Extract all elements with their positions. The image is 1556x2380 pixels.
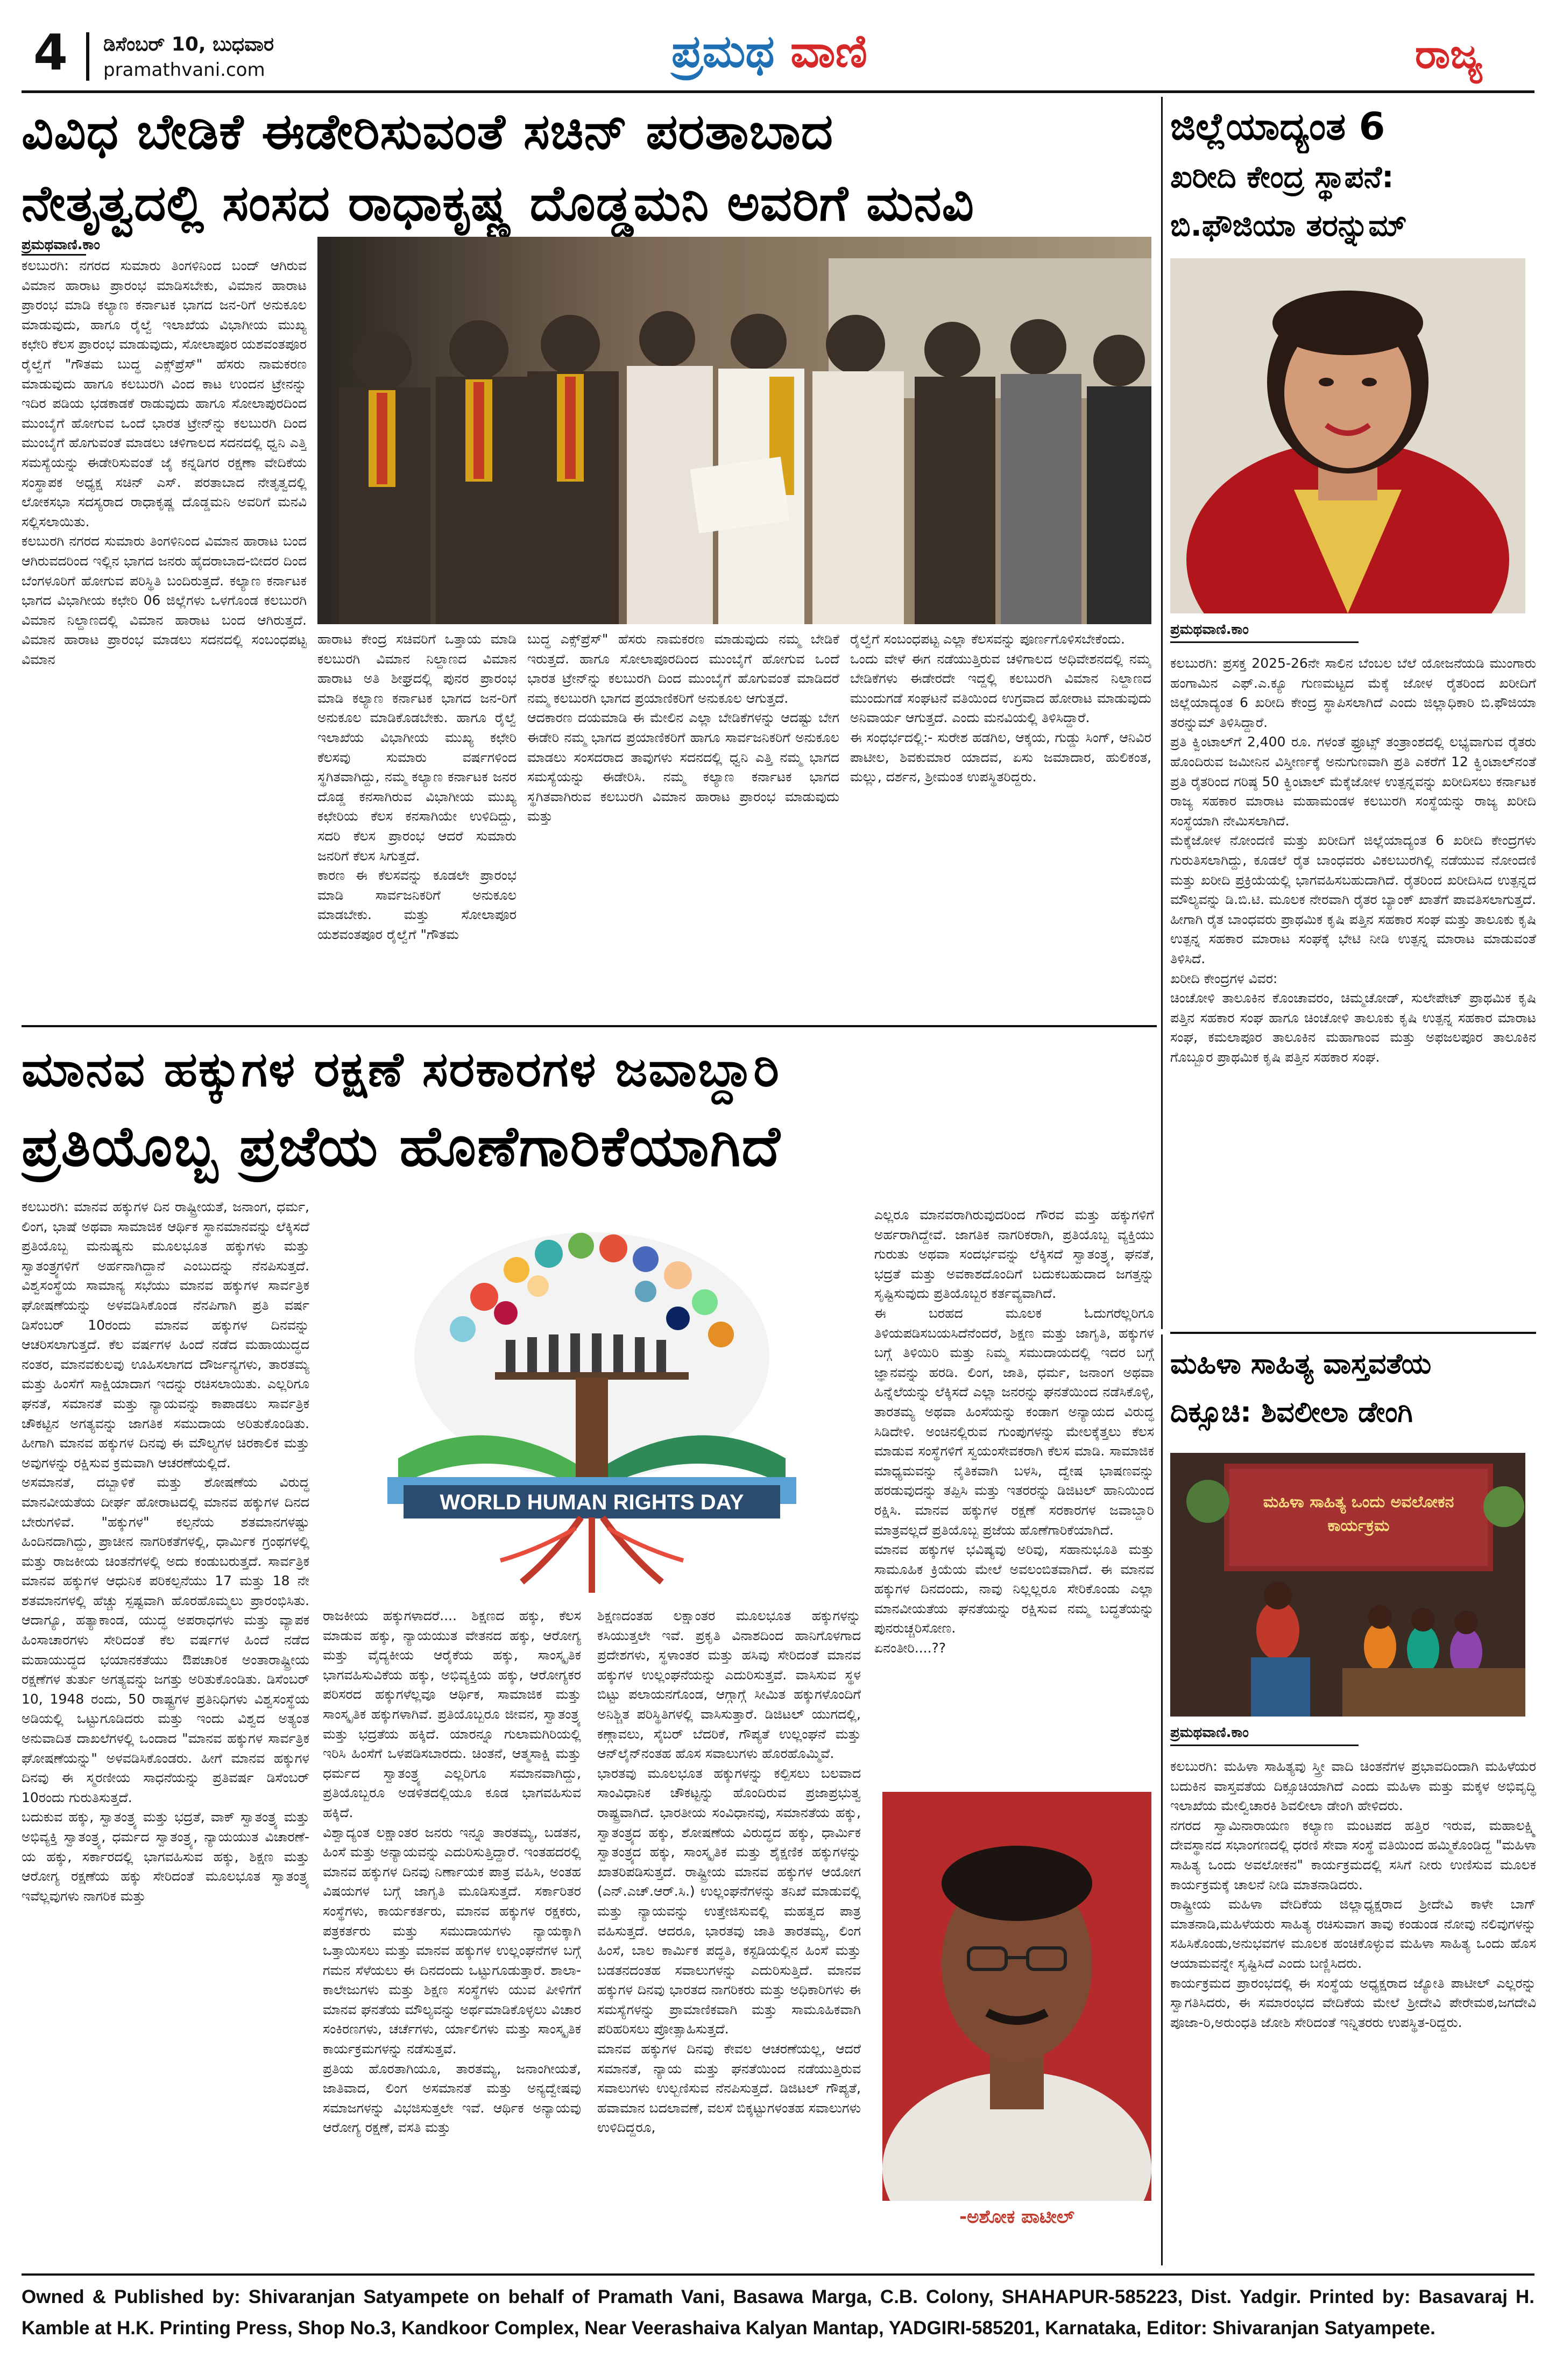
story-4-byline: ಪ್ರಮಥವಾಣಿ.ಕಾಂ — [1170, 1725, 1249, 1741]
literature-event-photo — [1170, 1453, 1525, 1717]
story-4-headline-line-1: ಮಹಿಳಾ ಸಾಹಿತ್ಯ ವಾಸ್ತವತೆಯ — [1170, 1348, 1432, 1380]
right-column-divider — [1161, 97, 1163, 1329]
right-column-divider-lower — [1161, 1334, 1163, 2265]
masthead-rule — [22, 90, 1534, 93]
author-caption: -ಅಶೋಕ ಪಾಟೀಲ್ — [959, 2206, 1074, 2228]
page-number: 4 — [33, 24, 68, 81]
story-3-headline — [22, 1033, 1157, 1195]
story-4-headline-line-2: ದಿಕ್ಸೂಚಿ: ಶಿವಲೀಲಾ ಡೇಂಗಿ — [1170, 1396, 1413, 1429]
story-1-column-2: ಹಾರಾಟ ಕೇಂದ್ರ ಸಚಿವರಿಗೆ ಒತ್ತಾಯ ಮಾಡಿ ಕಲಬುರಗಿ ವಿಮಾನ ನಿಲ್ದಾಣದ ವಿಮಾನ ಹಾರಾಟ ಅತಿ ಶೀಘ್ರದಲ್ಲಿ ಪುನರ ಪ್ರಾರಂಭ ಮಾಡಿ ಕಲ್ಯಾಣ ಕರ್ನಾಟಕ ಭಾಗದ ಜನ-ರಿಗೆ ಅನುಕೂಲ ಮಾಡಿಕೊಡಬೇಕು. ಹಾಗೂ ರೈಲ್ವೆ ಇಲಾಖೆಯ ವಿಭಾಗೀಯ ಮುಖ್ಯ ಕಛೇರಿ ಕೆಲಸವು ಸುಮಾರು ವರ್ಷಗಳಿಂದ ಸ್ಥಗಿತವಾಗಿದ್ದು, ನಮ್ಮ ಕಲ್ಯಾಣ ಕರ್ನಾಟಕ ಜನರ ದೊಡ್ಡ ಕನಸಾಗಿರುವ ವಿಭಾಗೀಯ ಮುಖ್ಯ ಕಛೇರಿಯ ಕೆಲಸ ಕನಸಾಗಿಯೇ ಉಳಿದಿದ್ದು, ಸದರಿ ಕೆಲಸ ಪ್ರಾರಂಭ ಆದರೆ ಸುಮಾರು ಜನರಿಗೆ ಕೆಲಸ ಸಿಗುತ್ತದೆ. ಕಾರಣ ಈ ಕೆಲಸವನ್ನು ಕೂಡಲೇ ಪ್ರಾರಂಭ ಮಾಡಿ ಸಾರ್ವಜನಿಕರಿಗೆ ಅನುಕೂಲ ಮಾಡಬೇಕು. ಮತ್ತು ಸೋಲಾಪೂರ ಯಶವಂತಪೂರ ರೈಲ್ವೆಗೆ "ಗೌತಮ — [317, 631, 517, 942]
story-2-body: ಕಲಬುರಗಿ: ಪ್ರಸಕ್ತ 2025-26ನೇ ಸಾಲಿನ ಬೆಂಬಲ ಬೆಲೆ ಯೋಜನೆಯಡಿ ಮುಂಗಾರು ಹಂಗಾಮಿನ ಎಫ್.ಎ.ಕ್ಯೂ ಗುಣಮಟ್ಟದ ಮೆಕ್ಕೆ ಜೋಳ ರೈತರಿಂದ ಖರೀದಿಗೆ ಜಿಲ್ಲೆಯಾದ್ಯಂತ 6 ಖರೀದಿ ಕೇಂದ್ರ ಸ್ಥಾಪಿಸಲಾಗಿದೆ ಎಂದು ಜಿಲ್ಲಾಧಿಕಾರಿ ಬಿ.ಫೌಜಿಯಾ ತರನ್ನುಮ್ ತಿಳಿಸಿದ್ದಾರೆ. ಪ್ರತಿ ಕ್ವಿಂಟಾಲ್‌ಗೆ 2,400 ರೂ. ಗಳಂತೆ ಫ್ರೂಟ್ಸ್ ತಂತ್ರಾಂಶದಲ್ಲಿ ಲಭ್ಯವಾಗುವ ರೈತರು ಹೊಂದಿರುವ ಜಮೀನಿನ ವಿಸ್ತೀರ್ಣಕ್ಕೆ ಅನುಗುಣವಾಗಿ ಪ್ರತಿ ಎಕರೆಗೆ 12 ಕ್ವಿಂಟಾಲ್‌ನಂತೆ ಪ್ರತಿ ರೈತರಿಂದ ಗರಿಷ್ಠ 50 ಕ್ವಿಂಟಾಲ್ ಮೆಕ್ಕೆಜೋಳ ಉತ್ಪನ್ನವನ್ನು ಖರೀದಿಸಲು ಕರ್ನಾಟಕ ರಾಜ್ಯ ಸಹಕಾರ ಮಾರಾಟ ಮಹಾಮಂಡಳ ಕಲಬುರಗಿ ಸಂಸ್ಥೆಯನ್ನು ರಾಜ್ಯ ಖರೀದಿ ಸಂಸ್ಥೆಯಾಗಿ ನೇಮಿಸಲಾಗಿದೆ. ಮೆಕ್ಕೆಜೋಳ ನೋಂದಣಿ ಮತ್ತು ಖರೀದಿಗೆ ಜಿಲ್ಲೆಯಾದ್ಯಂತ 6 ಖರೀದಿ ಕೇಂದ್ರಗಳು ಗುರುತಿಸಲಾಗಿದ್ದು, ಕೂಡಲೆ ರೈತ ಬಾಂಧವರು ವಿಕಲಬುರಗಿಲ್ಲಿ ನಡೆಯುವ ನೋಂದಣಿ ಮತ್ತು ಖರೀದಿ ಪ್ರಕ್ರಿಯೆಯಲ್ಲಿ ಭಾಗವಹಿಸಬಹುದಾಗಿದೆ. ರೈತರಿಂದ ಖರೀದಿಸಿದ ಉತ್ಪನ್ನದ ಮೌಲ್ಯವನ್ನು ಡಿ.ಬಿ.ಟಿ. ಮೂಲಕ ನೇರವಾಗಿ ರೈತರ ಬ್ಯಾಂಕ್ ಖಾತೆಗೆ ಪಾವತಿಸಲಾಗುತ್ತದೆ. ಹೀಗಾಗಿ ರೈತ ಬಾಂಧವರು ಪ್ರಾಥಮಿಕ ಕೃಷಿ ಪತ್ತಿನ ಸಹಕಾರ ಸಂಘ ಮತ್ತು ತಾಲೂಕು ಕೃಷಿ ಉತ್ಪನ್ನ ಸಹಕಾರ ಮಾರಾಟ ಸಂಘಕ್ಕೆ ಭೇಟಿ ನೀಡಿ ಉತ್ಪನ್ನ ಮಾರಾಟ ಮಾಡುವಂತೆ ತಿಳಿಸಿದೆ. ಖರೀದಿ ಕೇಂದ್ರಗಳ ವಿವರ: ಚಿಂಚೋಳಿ ತಾಲೂಕಿನ ಕೊಂಚಾವರಂ, ಚಿಮ್ಮಚೋಡ್, ಸುಲೇಪೇಟ್ ಪ್ರಾಥಮಿಕ ಕೃಷಿ ಪತ್ತಿನ ಸಹಕಾರ ಸಂಘ ಹಾಗೂ ಚಿಂಚೋಳಿ ತಾಲೂಕು ಕೃಷಿ ಉತ್ಪನ್ನ ಸಹಕಾರ ಮಾರಾಟ ಸಂಘ, ಕಮಲಾಪೂರ ತಾಲೂಕಿನ ಮಹಾಗಾಂವ ಮತ್ತು ಅಫಜಲಪೂರ ತಾಲೂಕಿನ ಗೊಬ್ಬೂರ ಪ್ರಾಥಮಿಕ ಕೃಷಿ ಪತ್ತಿನ ಸಹಕಾರ ಸಂಘ. — [1170, 655, 1536, 1065]
date-line: ಡಿಸೆಂಬರ್ 10, ಬುಧವಾರ — [103, 33, 274, 55]
story-2-headline-line-2: ಖರೀದಿ ಕೇಂದ್ರ ಸ್ಥಾಪನೆ: — [1170, 160, 1394, 195]
masthead — [0, 0, 1556, 94]
byline-underline — [22, 254, 86, 256]
story-2-byline: ಪ್ರಮಥವಾಣಿ.ಕಾಂ — [1170, 622, 1249, 638]
footer-imprint: Owned & Published by: Shivaranjan Satyampete on behalf of Pramath Vani, Basawa Marga, C.B. Colony, SHAHAPUR-585223, Dist. Yadgir. Printed by: Basavaraj H. Kamble at H.K. Printing Press, Shop No.3, Kandkoor Complex, Near Veerashaiva Kalyan Mantap, YADGIRI-585201, Karnataka, Editor: Shivaranjan Satyampete. — [22, 2286, 1534, 2339]
story-3-column-2: ರಾಜಕೀಯ ಹಕ್ಕುಗಳಾದರೆ.... ಶಿಕ್ಷಣದ ಹಕ್ಕು, ಕೆಲಸ ಮಾಡುವ ಹಕ್ಕು, ನ್ಯಾಯಯುತ ವೇತನದ ಹಕ್ಕು, ಆರೋಗ್ಯ ಮತ್ತು ವೈದ್ಯಕೀಯ ಆರೈಕೆಯ ಹಕ್ಕು, ಸಾಂಸ್ಕೃತಿಕ ಭಾಗವಹಿಸುವಿಕೆಯ ಹಕ್ಕು, ಅಭಿವ್ಯಕ್ತಿಯ ಹಕ್ಕು, ಆರೋಗ್ಯಕರ ಪರಿಸರದ ಹಕ್ಕುಗಳೆಲ್ಲವೂ ಆರ್ಥಿಕ, ಸಾಮಾಜಿಕ ಮತ್ತು ಸಾಂಸ್ಕೃತಿಕ ಹಕ್ಕುಗಳಾಗಿವೆ. ಪ್ರತಿಯೊಬ್ಬರೂ ಜೀವನ, ಸ್ವಾತಂತ್ರ್ಯ ಮತ್ತು ಭದ್ರತೆಯ ಹಕ್ಕಿದೆ. ಯಾರನ್ನೂ ಗುಲಾಮಗಿರಿಯಲ್ಲಿ ಇರಿಸಿ ಹಿಂಸೆಗೆ ಒಳಪಡಿಸಬಾರದು. ಚಿಂತನೆ, ಆತ್ಮಸಾಕ್ಷಿ ಮತ್ತು ಧರ್ಮದ ಸ್ವಾತಂತ್ರ್ಯ ಎಲ್ಲರಿಗೂ ಸಮಾನವಾಗಿದ್ದು, ಪ್ರತಿಯೊಬ್ಬರೂ ಅಡಳಿತದಲ್ಲಿಯೂ ಕೂಡ ಭಾಗವಹಿಸುವ ಹಕ್ಕಿದೆ. ವಿಶ್ವಾದ್ಯಂತ ಲಕ್ಷಾಂತರ ಜನರು ಇನ್ನೂ ತಾರತಮ್ಯ, ಬಡತನ, ಹಿಂಸೆ ಮತ್ತು ಅನ್ಯಾಯವನ್ನು ಎದುರಿಸುತ್ತಿದ್ದಾರೆ. ಇಂತಹದರಲ್ಲಿ ಮಾನವ ಹಕ್ಕುಗಳ ದಿನವು ನಿರ್ಣಾಯಕ ಪಾತ್ರ ವಹಿಸಿ, ಅಂತಹ ವಿಷಯಗಳ ಬಗ್ಗೆ ಜಾಗೃತಿ ಮೂಡಿಸುತ್ತದೆ. ಸರ್ಕಾರಿತರ ಸಂಸ್ಥೆಗಳು, ಕಾರ್ಯಕರ್ತರು, ಮಾನವ ಹಕ್ಕುಗಳ ರಕ್ಷಕರು, ಪತ್ರಕರ್ತರು ಮತ್ತು ಸಮುದಾಯಗಳು ನ್ಯಾಯಕ್ಕಾಗಿ ಒತ್ತಾಯಿಸಲು ಮತ್ತು ಮಾನವ ಹಕ್ಕುಗಳ ಉಲ್ಲಂಘನೆಗಳ ಬಗ್ಗೆ ಗಮನ ಸೆಳೆಯಲು ಈ ದಿನದಂದು ಒಟ್ಟುಗೂಡುತ್ತಾರೆ. ಶಾಲಾ-ಕಾಲೇಜುಗಳು ಮತ್ತು ಶಿಕ್ಷಣ ಸಂಸ್ಥೆಗಳು ಯುವ ಪೀಳಿಗೆಗೆ ಮಾನವ ಘನತೆಯ ಮೌಲ್ಯವನ್ನು ಅರ್ಥಮಾಡಿಕೊಳ್ಳಲು ವಿಚಾರ ಸಂಕಿರಣಗಳು, ಚರ್ಚೆಗಳು, ರ್ಯಾಲಿಗಳು ಮತ್ತು ಸಾಂಸ್ಕೃತಿಕ ಕಾರ್ಯಕ್ರಮಗಳನ್ನು ನಡೆಸುತ್ತವೆ. ಪ್ರತಿಯ ಹೊರತಾಗಿಯೂ, ತಾರತಮ್ಯ, ಜನಾಂಗೀಯತೆ, ಜಾತಿವಾದ, ಲಿಂಗ ಅಸಮಾನತೆ ಮತ್ತು ಅನ್ಯದ್ವೇಷವು ಸಮಾಜಗಳನ್ನು ವಿಭಜಿಸುತ್ತಲೇ ಇವೆ. ಆರ್ಥಿಕ ಅನ್ಯಾಯವು ಆರೋಗ್ಯ ರಕ್ಷಣೆ, ವಸತಿ ಮತ್ತು — [323, 1608, 581, 2136]
author-photo — [882, 1792, 1151, 2201]
footer-rule — [22, 2273, 1534, 2276]
story-3-headline-line-1: ಮಾನವ ಹಕ್ಕುಗಳ ರಕ್ಷಣೆ ಸರಕಾರಗಳ ಜವಾಬ್ದಾರಿ — [22, 1041, 780, 1098]
delegation-photo — [317, 237, 1151, 624]
story-4-body: ಕಲಬುರಗಿ: ಮಹಿಳಾ ಸಾಹಿತ್ಯವು ಸ್ತ್ರೀ ವಾದಿ ಚಿಂತನೆಗಳ ಪ್ರಭಾವದಿಂದಾಗಿ ಮಹಿಳೆಯರ ಬದುಕಿನ ವಾಸ್ತವತೆಯ ದಿಕ್ಸೂಚಿಯಾಗಿದೆ ಎಂದು ಮಹಿಳಾ ಮತ್ತು ಮಕ್ಕಳ ಅಭಿವೃದ್ಧಿ ಇಲಾಖೆಯ ಮೇಲ್ವಿಚಾರಕಿ ಶಿವಲೀಲಾ ಡೇಂಗಿ ಹೇಳಿದರು. ನಗರದ ಸ್ವಾಮಿನಾರಾಯಣ ಕಲ್ಯಾಣ ಮಂಟಪದ ಹತ್ತಿರ ಇರುವ, ಮಹಾಲಕ್ಷ್ಮಿ ದೇವಸ್ಥಾನದ ಸಭಾಂಗಣದಲ್ಲಿ ಧರಣಿ ಸೇವಾ ಸಂಸ್ಥೆ ವತಿಯಿಂದ ಹಮ್ಮಿಕೊಂಡಿದ್ದ "ಮಹಿಳಾ ಸಾಹಿತ್ಯ ಒಂದು ಅವಲೋಕನ" ಕಾರ್ಯಕ್ರಮದಲ್ಲಿ ಸಸಿಗೆ ನೀರು ಉಣಿಸುವ ಮೂಲಕ ಕಾರ್ಯಕ್ರಮಕ್ಕೆ ಚಾಲನೆ ನೀಡಿ ಮಾತನಾಡಿದರು. ರಾಷ್ಟ್ರೀಯ ಮಹಿಳಾ ವೇದಿಕೆಯ ಜಿಲ್ಲಾಧ್ಯಕ್ಷರಾದ ಶ್ರೀದೇವಿ ಕಾಳೇ ಬಾಗ್ ಮಾತನಾಡಿ,ಮಹಿಳೆಯರು ಸಾಹಿತ್ಯ ರಚಿಸುವಾಗ ತಾವು ಕಂಡುಂಡ ನೋವು ನಲಿವುಗಳನ್ನು ಸಹಿಸಿಕೊಂಡು,ಅನುಭವಗಳ ಮೂಲಕ ಹಂಚಿಕೊಳ್ಳುವ ಮಹಿಳಾ ಸಾಹಿತ್ಯ ಒಂದು ಹೊಸ ಆಯಾಮವನ್ನೇ ಸೃಷ್ಟಿಸಿದೆ ಎಂದು ಬಣ್ಣಿಸಿದರು. ಕಾರ್ಯಕ್ರಮದ ಪ್ರಾರಂಭದಲ್ಲಿ ಈ ಸಂಸ್ಥೆಯ ಅಧ್ಯಕ್ಷರಾದ ಜ್ಯೋತಿ ಪಾಟೀಲ್ ಎಲ್ಲರನ್ನು ಸ್ವಾಗತಿಸಿದರು, ಈ ಸಮಾರಂಭದ ವೇದಿಕೆಯ ಮೇಲೆ ಶ್ರೀದೇವಿ ಪೇರೇಮಠ,ಜಗದೇವಿ ಪೂಜಾ-ರಿ,ಅರುಂಧತಿ ಜೋಶಿ ಸೇರಿದಂತೆ ಇನ್ನಿತರರು ಉಪಸ್ಥಿತ-ರಿದ್ದರು. — [1170, 1758, 1536, 2030]
story-1-headline-line-2: ನೇತೃತ್ವದಲ್ಲಿ ಸಂಸದ ರಾಧಾಕೃಷ್ಣ ದೊಡ್ಡಮನಿ ಅವರಿಗೆ ಮನವಿ — [22, 174, 975, 232]
paper-logo-part-1: ಪ್ರಮಥ — [671, 25, 775, 77]
story-2-headline-line-1: ಜಿಲ್ಲೆಯಾದ್ಯಂತ 6 — [1170, 104, 1385, 149]
paper-logo — [619, 22, 920, 81]
story-1-column-1: ಕಲಬುರಗಿ: ನಗರದ ಸುಮಾರು ತಿಂಗಳಿನಿಂದ ಬಂದ್ ಆಗಿರುವ ವಿಮಾನ ಹಾರಾಟ ಪ್ರಾರಂಭ ಮಾಡಿಸಬೇಕು, ವಿಮಾನ ಹಾರಾಟ ಪ್ರಾರಂಭ ಮಾಡಿ ಕಲ್ಯಾಣ ಕರ್ನಾಟಕ ಭಾಗದ ಜನ-ರಿಗೆ ಅನುಕೂಲ ಮಾಡುವುದು, ಹಾಗೂ ರೈಲ್ವೆ ಇಲಾಖೆಯ ವಿಭಾಗೀಯ ಮುಖ್ಯ ಕಛೇರಿ ಕೆಲಸ ಪ್ರಾರಂಭ ಮಾಡುವುದು, ಸೋಲಾಪೂರ ಯಶವಂತಪೂರ ರೈಲ್ವೆಗೆ "ಗೌತಮ ಬುದ್ಧ ಎಕ್ಸ್‌ಪ್ರೆಸ್" ಹೆಸರು ನಾಮಕರಣ ಮಾಡುವುದು ಹಾಗೂ ಕಲಬುರಗಿ ವಿಂದ ಕಾಟ ಉಂದನ ಟ್ರೇನನ್ನು ಇದಿರ ಪಡಿಯ ಭಡಕಾಡಕೆ ರಾಡುವುದು ಹಾಗೂ ಸೋಲಾಪುರದಿಂದ ಮುಂಬೈಗೆ ಹೋಗುವ ಒಂದೆ ಭಾರತ ಟ್ರೇನ್‌ನ್ನು ಕಲಬುರಗಿ ದಿಂದ ಮುಂಬೈಗೆ ಹೊಗುವಂತೆ ಮಾಡಲು ಚಳಿಗಾಲದ ಸದನದಲ್ಲಿ ಧ್ವನಿ ಎತ್ತಿ ಸಮಸ್ಯೆಯನ್ನು ಈಡೇರಿಸುವಂತೆ ಜೈ ಕನ್ನಡಿಗರ ರಕ್ಷಣಾ ವೇದಿಕೆಯ ಸಂಸ್ಥಾಪಕ ಅಧ್ಯಕ್ಷ ಸಚಿನ್ ಎಸ್. ಪರತಾಬಾದ ನೇತೃತ್ವದಲ್ಲಿ ಲೋಕಸಭಾ ಸದಸ್ಯರಾದ ರಾಧಾಕೃಷ್ಣ ದೊಡ್ಡಮನಿ ಅವರಿಗೆ ಮನವಿ ಸಲ್ಲಿಸಲಾಯಿತು. ಕಲಬುರಗಿ ನಗರದ ಸುಮಾರು ತಿಂಗಳಿನಿಂದ ವಿಮಾನ ಹಾರಾಟ ಬಂದ ಆಗಿರುವದರಿಂದ ಇಲ್ಲಿನ ಭಾಗದ ಜನರು ಹೈದರಾಬಾದ-ಬೀದರ ದಿಂದ ಬೆಂಗಳೂರಿಗೆ ಹೋಗುವ ಪರಿಸ್ಥಿತಿ ಬಂದಿರುತ್ತದೆ. ಕಲ್ಯಾಣ ಕರ್ನಾಟಕ ಭಾಗದ ವಿಭಾಗೀಯ ಕಛೇರಿ 06 ಜಿಲ್ಲೆಗಳು ಒಳಗೊಂಡ ಕಲಬುರಗಿ ವಿಮಾನ ನಿಲ್ದಾಣದಲ್ಲಿ ವಿಮಾನ ಹಾರಾಟ ಬಂದ ಆಗಿರುತ್ತದೆ. ವಿಮಾನ ಹಾರಾಟ ಪ್ರಾರಂಭ ಮಾಡಲು ಸದನದಲ್ಲಿ ಸಂಬಂಧಪಟ್ಟ ವಿಮಾನ — [22, 258, 307, 667]
byline-underline — [1170, 641, 1359, 643]
section-label: ರಾಜ್ಯ — [1415, 31, 1483, 77]
banner-title: WORLD HUMAN RIGHTS DAY — [440, 1491, 744, 1514]
collector-photo — [1170, 258, 1525, 613]
story-2-headline — [1170, 100, 1536, 256]
story-3-column-1: ಕಲಬುರಗಿ: ಮಾನವ ಹಕ್ಕುಗಳ ದಿನ ರಾಷ್ಟ್ರೀಯತೆ, ಜನಾಂಗ, ಧರ್ಮ, ಲಿಂಗ, ಭಾಷೆ ಅಥವಾ ಸಾಮಾಜಿಕ ಆರ್ಥಿಕ ಸ್ಥಾನಮಾನವನ್ನು ಲೆಕ್ಕಿಸದೆ ಪ್ರತಿಯೊಬ್ಬ ಮನುಷ್ಯನು ಮೂಲಭೂತ ಹಕ್ಕುಗಳು ಮತ್ತು ಸ್ವಾತಂತ್ರ್ಯಗಳಿಗೆ ಅರ್ಹನಾಗಿದ್ದಾನೆ ಎಂಬುದನ್ನು ನೆನಪಿಸುತ್ತದೆ. ವಿಶ್ವಸಂಸ್ಥೆಯ ಸಾಮಾನ್ಯ ಸಭೆಯು ಮಾನವ ಹಕ್ಕುಗಳ ಸಾರ್ವತ್ರಿಕ ಘೋಷಣೆಯನ್ನು ಅಳವಡಿಸಿಕೊಂಡ ನೆನಪಿಗಾಗಿ ಪ್ರತಿ ವರ್ಷ ಡಿಸೆಂಬರ್ 10ರಂದು ಮಾನವ ಹಕ್ಕುಗಳ ದಿನವನ್ನು ಆಚರಿಸಲಾಗುತ್ತದೆ. ಕೆಲ ವರ್ಷಗಳ ಹಿಂದೆ ನಡೆದ ಮಹಾಯುದ್ಧದ ನಂತರ, ಮಾನವಕುಲವು ಊಹಿಸಲಾಗದ ದೌರ್ಜನ್ಯಗಳು, ತಾರತಮ್ಯ ಮತ್ತು ಹಿಂಸೆಗೆ ಸಾಕ್ಷಿಯಾದಾಗ ಇದನ್ನು ರಚಿಸಲಾಯಿತು. ಎಲ್ಲರಿಗೂ ಘನತೆ, ಸಮಾನತೆ ಮತ್ತು ನ್ಯಾಯವನ್ನು ಕಾಪಾಡಲು ಸಾರ್ವತ್ರಿಕ ಚೌಕಟ್ಟಿನ ಅಗತ್ಯವನ್ನು ಜಾಗತಿಕ ಸಮುದಾಯ ಅರಿತುಕೊಂಡಿತು. ಹೀಗಾಗಿ ಮಾನವ ಹಕ್ಕುಗಳ ದಿನವು ಈ ಮೌಲ್ಯಗಳ ಚಿರಕಾಲಿಕ ಮತ್ತು ಅವುಗಳನ್ನು ರಕ್ಷಿಸುವ ಕ್ರಮವಾಗಿ ಆಚರಣೆಯಲ್ಲಿದೆ. ಅಸಮಾನತೆ, ದಬ್ಬಾಳಿಕೆ ಮತ್ತು ಶೋಷಣೆಯ ವಿರುದ್ಧ ಮಾನವೀಯತೆಯ ದೀರ್ಘ ಹೋರಾಟದಲ್ಲಿ ಮಾನವ ಹಕ್ಕುಗಳ ದಿನದ ಬೇರುಗಳಿವೆ. "ಹಕ್ಕುಗಳ" ಕಲ್ಪನೆಯ ಶತಮಾನಗಳಷ್ಟು ಹಿಂದಿನದಾಗಿದ್ದು, ಪ್ರಾಚೀನ ನಾಗರಿಕತೆಗಳಲ್ಲಿ, ಧಾರ್ಮಿಕ ಗ್ರಂಥಗಳಲ್ಲಿ ಮತ್ತು ರಾಜಕೀಯ ಚಿಂತನೆಗಳಲ್ಲಿ ಅದು ಕಂಡುಬರುತ್ತದೆ. ಸಾರ್ವತ್ರಿಕ ಮಾನವ ಹಕ್ಕುಗಳ ಆಧುನಿಕ ಪರಿಕಲ್ಪನೆಯು 17 ಮತ್ತು 18 ನೇ ಶತಮಾನಗಳಲ್ಲಿ ಹೆಚ್ಚು ಸ್ಪಷ್ಟವಾಗಿ ಹೊರಹೊಮ್ಮಲು ಪ್ರಾರಂಭಿಸಿತು. ಆದಾಗ್ಯೂ, ಹತ್ಯಾಕಾಂಡ, ಯುದ್ಧ ಅಪರಾಧಗಳು ಮತ್ತು ವ್ಯಾಪಕ ಹಿಂಸಾಚಾರಗಳು ಸೇರಿದಂತೆ ಕೆಲ ವರ್ಷಗಳ ಹಿಂದೆ ನಡೆದ ಮಹಾಯುದ್ಧದ ಭಯಾನಕತೆಯು ಔಪಚಾರಿಕ ಅಂತಾರಾಷ್ಟ್ರೀಯ ರಕ್ಷಣೆಗಳ ತುರ್ತು ಅಗತ್ಯವನ್ನು ಜಗತ್ತು ಅರಿತುಕೊಂಡಿತು. ಡಿಸೆಂಬರ್ 10, 1948 ರಂದು, 50 ರಾಷ್ಟ್ರಗಳ ಪ್ರತಿನಿಧಿಗಳು ವಿಶ್ವಸಂಸ್ಥೆಯ ಅಡಿಯಲ್ಲಿ ಒಟ್ಟುಗೂಡಿದರು ಮತ್ತು ಇಂದು ವಿಶ್ವದ ಅತ್ಯಂತ ಅನುವಾದಿತ ದಾಖಲೆಗಳಲ್ಲಿ ಒಂದಾದ "ಮಾನವ ಹಕ್ಕುಗಳ ಸಾರ್ವತ್ರಿಕ ಘೋಷಣೆಯನ್ನು" ಅಳವಡಿಸಿಕೊಂಡರು. ಹೀಗೆ ಮಾನವ ಹಕ್ಕುಗಳ ದಿನವು ಈ ಸ್ಮರಣೀಯ ಸಾಧನೆಯನ್ನು ಪ್ರತಿವರ್ಷ ಡಿಸೆಂಬರ್ 10ರಂದು ಗುರುತಿಸುತ್ತದೆ. ಬದುಕುವ ಹಕ್ಕು, ಸ್ವಾತಂತ್ರ್ಯ ಮತ್ತು ಭದ್ರತೆ, ವಾಕ್ ಸ್ವಾತಂತ್ರ್ಯ ಮತ್ತು ಅಭಿವ್ಯಕ್ತಿ ಸ್ವಾತಂತ್ರ್ಯ, ಧರ್ಮದ ಸ್ವಾತಂತ್ರ್ಯ, ನ್ಯಾಯಯುತ ವಿಚಾರಣೆ-ಯ ಹಕ್ಕು, ಸರ್ಕಾರದಲ್ಲಿ ಭಾಗವಹಿಸುವ ಹಕ್ಕು, ಶಿಕ್ಷಣ ಮತ್ತು ಆರೋಗ್ಯ ರಕ್ಷಣೆಯ ಹಕ್ಕು ಸೇರಿದಂತೆ ಮೂಲಭೂತ ಸ್ವಾತಂತ್ರ್ಯ ಇವೆಲ್ಲವುಗಳು ನಾಗರಿಕ ಮತ್ತು — [22, 1199, 309, 1904]
story-1-headline — [22, 97, 1151, 242]
story-1-column-3: ಬುದ್ಧ ಎಕ್ಸ್‌ಪ್ರೆಸ್" ಹೆಸರು ನಾಮಕರಣ ಮಾಡುವುದು ನಮ್ಮ ಬೇಡಿಕೆ ಇರುತ್ತದೆ. ಹಾಗೂ ಸೋಲಾಪೂರದಿಂದ ಮುಂಬೈಗೆ ಹೋಗುವ ಒಂದೆ ಭಾರತ ಟ್ರೇನ್‌ನ್ನು ಕಲಬುರಗಿ ದಿಂದ ಮುಂಬೈಗೆ ಹೊಗುವಂತೆ ಮಾಡಿದರೆ ನಮ್ಮ ಕಲಬುರಗಿ ಭಾಗದ ಪ್ರಯಾಣಿಕರಿಗೆ ಅನುಕೂಲ ಆಗುತ್ತದೆ. ಆದಕಾರಣ ದಯಮಾಡಿ ಈ ಮೇಲಿನ ಎಲ್ಲಾ ಬೇಡಿಕೆಗಳನ್ನು ಆದಷ್ಟು ಬೇಗ ಈಡೇರಿ ನಮ್ಮ ಭಾಗದ ಪ್ರಯಾಣಿಕರಿಗೆ ಹಾಗೂ ಸಾರ್ವಜನಿಕರಿಗೆ ಅನುಕೂಲ ಮಾಡಲು ಸಂಸದರಾದ ತಾವುಗಳು ಸದನದಲ್ಲಿ ಧ್ವನಿ ಎತ್ತಿ ನಮ್ಮ ಭಾಗದ ಸಮಸ್ಯೆಯನ್ನು ಈಡೇರಿಸಿ. ನಮ್ಮ ಕಲ್ಯಾಣ ಕರ್ನಾಟಕ ಭಾಗದ ಸ್ಥಗಿತವಾಗಿರುವ ಕಲಬುರಗಿ ವಿಮಾನ ಹಾರಾಟ ಪ್ರಾರಂಭ ಮಾಡುವುದು ಮತ್ತು — [527, 631, 839, 824]
human-rights-day-banner — [323, 1205, 861, 1601]
story-2-headline-line-3: ಬಿ.ಫೌಜಿಯಾ ತರನ್ನುಮ್ — [1170, 208, 1407, 243]
story-4-headline — [1170, 1340, 1536, 1447]
event-banner-text: ಮಹಿಳಾ ಸಾಹಿತ್ಯ ಒಂದು ಅವಲೋಕನ ಕಾರ್ಯಕ್ರಮ — [1263, 1493, 1454, 1535]
masthead-divider — [86, 32, 89, 81]
story-1-column-4: ರೈಲ್ವೆಗೆ ಸಂಬಂಧಪಟ್ಟ ಎಲ್ಲಾ ಕೆಲಸವನ್ನು ಪೂರ್ಣಗೊಳಿಸಬೇಕೆಂದು. ಒಂದು ವೇಳೆ ಈಗ ನಡೆಯುತ್ತಿರುವ ಚಳಿಗಾಲದ ಅಧಿವೇಶನದಲ್ಲಿ ನಮ್ಮ ಬೇಡಿಕೆಗಳು ಈಡೇರದೇ ಇದ್ದಲ್ಲಿ ಕಲಬುರಗಿ ವಿಮಾನ ನಿಲ್ದಾಣದ ಮುಂದುಗಡೆ ಸಂಘಟನೆ ವತಿಯಿಂದ ಉಗ್ರವಾದ ಹೋರಾಟ ಮಾಡುವುದು ಅನಿವಾರ್ಯ ಆಗುತ್ತದೆ. ಎಂದು ಮನವಿಯಲ್ಲಿ ತಿಳಿಸಿದ್ದಾರೆ. ಈ ಸಂಧರ್ಭದಲ್ಲಿ:- ಸುರೇಶ ಹಡಗಿಲ, ಆಕ್ಕಯ, ಗುಡ್ಡು ಸಿಂಗ್, ಆನಿವಿರ ಪಾಟೀಲ, ಶಿವಕುಮಾರ ಯಾದವ, ಏಸು ಜಮಾದಾರ, ಹುಲಿಕಂತ, ಮಲ್ಲು, ದರ್ಶನ, ಶ್ರೀಮಂತ ಉಪಸ್ಥಿತರಿದ್ದರು. — [850, 631, 1151, 785]
story-1-headline-line-1: ವಿವಿಧ ಬೇಡಿಕೆ ಈಡೇರಿಸುವಂತೆ ಸಚಿನ್ ಪರತಾಬಾದ — [22, 103, 834, 160]
section-separator — [1170, 1332, 1536, 1334]
story-3-column-3: ಶಿಕ್ಷಣದಂತಹ ಲಕ್ಷಾಂತರ ಮೂಲಭೂತ ಹಕ್ಕುಗಳನ್ನು ಕಸಿಯುತ್ತಲೇ ಇವೆ. ಪ್ರಕೃತಿ ವಿನಾಶದಿಂದ ಹಾನಿಗೊಳಗಾದ ಪ್ರದೇಶಗಳು, ಸ್ಥಳಾಂತರ ಮತ್ತು ಹಸಿವು ಸೇರಿದಂತೆ ಮಾನವ ಹಕ್ಕುಗಳ ಉಲ್ಲಂಘನೆಯನ್ನು ಎದುರಿಸುತ್ತವೆ. ವಾಸಿಸುವ ಸ್ಥಳ ಬಿಟ್ಟು ಪಲಾಯನಗೊಂಡ, ಆಗ್ಗಾಗ್ಗೆ ಸೀಮಿತ ಹಕ್ಕುಗಳೊಂದಿಗೆ ಅನಿಶ್ಚಿತ ಪರಿಸ್ಥಿತಿಗಳಲ್ಲಿ ವಾಸಿಸುತ್ತಾರೆ. ಡಿಜಿಟಲ್ ಯುಗದಲ್ಲಿ, ಕಣ್ಗಾವಲು, ಸೈಬರ್ ಬೆದರಿಕೆ, ಗೌಪ್ಯತೆ ಉಲ್ಲಂಘನೆ ಮತ್ತು ಆನ್‌ಲೈನ್‌ನಂತಹ ಹೊಸ ಸವಾಲುಗಳು ಹೊರಹೊಮ್ಮಿವೆ. ಭಾರತವು ಮೂಲಭೂತ ಹಕ್ಕುಗಳನ್ನು ಕಲ್ಪಿಸಲು ಬಲವಾದ ಸಾಂವಿಧಾನಿಕ ಚೌಕಟ್ಟನ್ನು ಹೊಂದಿರುವ ಪ್ರಜಾಪ್ರಭುತ್ವ ರಾಷ್ಟ್ರವಾಗಿದೆ. ಭಾರತೀಯ ಸಂವಿಧಾನವು, ಸಮಾನತೆಯ ಹಕ್ಕು, ಸ್ವಾತಂತ್ರ್ಯದ ಹಕ್ಕು, ಶೋಷಣೆಯ ವಿರುದ್ಧದ ಹಕ್ಕು, ಧಾರ್ಮಿಕ ಸ್ವಾತಂತ್ರ್ಯದ ಹಕ್ಕು, ಸಾಂಸ್ಕೃತಿಕ ಮತ್ತು ಶೈಕ್ಷಣಿಕ ಹಕ್ಕುಗಳನ್ನು ಖಾತರಿಪಡಿಸುತ್ತದೆ. ರಾಷ್ಟ್ರೀಯ ಮಾನವ ಹಕ್ಕುಗಳ ಆಯೋಗ (ಎನ್.ಎಚ್.ಆರ್.ಸಿ.) ಉಲ್ಲಂಘನೆಗಳನ್ನು ತನಿಖೆ ಮಾಡುವಲ್ಲಿ ಮತ್ತು ನ್ಯಾಯವನ್ನು ಉತ್ತೇಜಿಸುವಲ್ಲಿ ಮಹತ್ವದ ಪಾತ್ರ ವಹಿಸುತ್ತದೆ. ಆದರೂ, ಭಾರತವು ಜಾತಿ ತಾರತಮ್ಯ, ಲಿಂಗ ಹಿಂಸೆ, ಬಾಲ ಕಾರ್ಮಿಕ ಪದ್ಧತಿ, ಕಸ್ಟಡಿಯಲ್ಲಿನ ಹಿಂಸೆ ಮತ್ತು ಬಡತನದಂತಹ ಸವಾಲುಗಳನ್ನು ಎದುರಿಸುತ್ತಿದೆ. ಮಾನವ ಹಕ್ಕುಗಳ ದಿನವು ಭಾರತದ ನಾಗರಿಕರು ಮತ್ತು ಅಧಿಕಾರಿಗಳು ಈ ಸಮಸ್ಯೆಗಳನ್ನು ಪ್ರಾಮಾಣಿಕವಾಗಿ ಮತ್ತು ಸಾಮೂಹಿಕವಾಗಿ ಪರಿಹರಿಸಲು ಪ್ರೋತ್ಸಾಹಿಸುತ್ತದೆ. ಮಾನವ ಹಕ್ಕುಗಳ ದಿನವು ಕೇವಲ ಆಚರಣೆಯಲ್ಲ, ಆದರೆ ಸಮಾನತೆ, ನ್ಯಾಯ ಮತ್ತು ಘನತೆಯಿಂದ ನಡೆಯುತ್ತಿರುವ ಸವಾಲುಗಳು ಉಲ್ಬಣಿಸುವ ನೆನಪಿಸುತ್ತದೆ. ಡಿಜಿಟಲ್ ಗೌಪ್ಯತೆ, ಹವಾಮಾನ ಬದಲಾವಣೆ, ವಲಸೆ ಬಿಕ್ಕಟ್ಟುಗಳಂತಹ ಸವಾಲುಗಳು ಉಳಿದಿದ್ದರೂ, — [597, 1608, 861, 2136]
website-link[interactable]: pramathvani.com — [103, 59, 265, 81]
story-3-headline-line-2: ಪ್ರತಿಯೊಬ್ಬ ಪ್ರಜೆಯ ಹೊಣೆಗಾರಿಕೆಯಾಗಿದೆ — [22, 1113, 781, 1179]
story-1-byline: ಪ್ರಮಥವಾಣಿ.ಕಾಂ — [22, 237, 100, 253]
story-separator — [22, 1025, 1157, 1027]
byline-underline — [1170, 1745, 1359, 1746]
story-3-column-4: ಎಲ್ಲರೂ ಮಾನವರಾಗಿರುವುದರಿಂದ ಗೌರವ ಮತ್ತು ಹಕ್ಕುಗಳಿಗೆ ಅರ್ಹರಾಗಿದ್ದೇವೆ. ಜಾಗತಿಕ ನಾಗರಿಕರಾಗಿ, ಪ್ರತಿಯೊಬ್ಬ ವ್ಯಕ್ತಿಯು ಗುರುತು ಅಥವಾ ಸಂದರ್ಭವನ್ನು ಲೆಕ್ಕಿಸದೆ ಸ್ವಾತಂತ್ರ್ಯ, ಘನತೆ, ಭದ್ರತೆ ಮತ್ತು ಅವಕಾಶದೊಂದಿಗೆ ಬದುಕಬಹುದಾದ ಜಗತ್ತನ್ನು ಸೃಷ್ಟಿಸುವುದು ಪ್ರತಿಯೊಬ್ಬರ ಕರ್ತವ್ಯವಾಗಿದೆ. ಈ ಬರಹದ ಮೂಲಕ ಓದುಗರೆಲ್ಲರಿಗೂ ತಿಳಿಯಪಡಿಸಬಯಸಿದೆನೆಂದರೆ, ಶಿಕ್ಷಣ ಮತ್ತು ಜಾಗೃತಿ, ಹಕ್ಕುಗಳ ಬಗ್ಗೆ ತಿಳಿಯಿರಿ ಮತ್ತು ನಿಮ್ಮ ಸಮುದಾಯದಲ್ಲಿ ಇದರ ಬಗ್ಗೆ ಜ್ಞಾನವನ್ನು ಹರಡಿ. ಲಿಂಗ, ಜಾತಿ, ಧರ್ಮ, ಜನಾಂಗ ಅಥವಾ ಹಿನ್ನೆಲೆಯನ್ನು ಲೆಕ್ಕಿಸದೆ ಎಲ್ಲಾ ಜನರನ್ನು ಘನತೆಯಿಂದ ನಡೆಸಿಕೊಳ್ಳಿ, ತಾರತಮ್ಯ ಅಥವಾ ಹಿಂಸೆಯನ್ನು ಕಂಡಾಗ ಅನ್ಯಾಯದ ವಿರುದ್ಧ ಸಿಡಿದೇಳಿ. ಅಂಚಿನಲ್ಲಿರುವ ಗುಂಪುಗಳನ್ನು ಮೇಲಕ್ಕೆತ್ತಲು ಕೆಲಸ ಮಾಡುವ ಸಂಸ್ಥೆಗಳಿಗೆ ಸ್ವಯಂಸೇವಕರಾಗಿ ಕೆಲಸ ಮಾಡಿ. ಸಾಮಾಜಿಕ ಮಾಧ್ಯಮವನ್ನು ನೈತಿಕವಾಗಿ ಬಳಸಿ, ದ್ವೇಷ ಭಾಷಣವನ್ನು ಹರಡುವುದನ್ನು ತಪ್ಪಿಸಿ ಮತ್ತು ಇತರರನ್ನು ಡಿಜಿಟಲ್ ಹಾನಿಯಿಂದ ರಕ್ಷಿಸಿ. ಮಾನವ ಹಕ್ಕುಗಳ ರಕ್ಷಣೆ ಸರಕಾರಗಳ ಜವಾಬ್ದಾರಿ ಮಾತ್ರವಲ್ಲದೆ ಪ್ರತಿಯೊಬ್ಬ ಪ್ರಜೆಯ ಹೊಣೆಗಾರಿಕೆಯಾಗಿದೆ. ಮಾನವ ಹಕ್ಕುಗಳ ಭವಿಷ್ಯವು ಅರಿವು, ಸಹಾನುಭೂತಿ ಮತ್ತು ಸಾಮೂಹಿಕ ಕ್ರಿಯೆಯ ಮೇಲೆ ಅವಲಂಬಿತವಾಗಿದೆ. ಈ ಮಾನವ ಹಕ್ಕುಗಳ ದಿನದಂದು, ನಾವು ನಿಲ್ಲಲ್ಲರೂ ಸೇರಿಕೊಂಡು ಎಲ್ಲಾ ಮಾನವೀಯತೆಯ ಘನತೆಯನ್ನು ರಕ್ಷಿಸುವ ನಮ್ಮ ಬದ್ಧತೆಯನ್ನು ಪುನರುಚ್ಚರಿಸೋಣ. ಏನಂತೀರಿ....?? — [874, 1207, 1154, 1656]
paper-logo-part-2: ವಾಣಿ — [790, 25, 867, 77]
